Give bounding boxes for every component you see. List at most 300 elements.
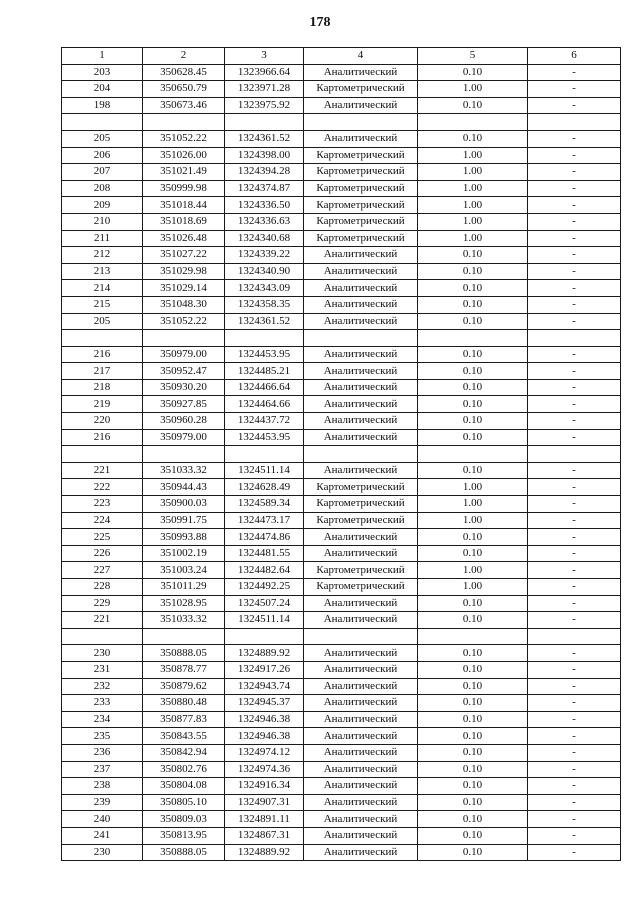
- x-coordinate-cell: 351026.48: [143, 230, 225, 247]
- table-row: [62, 479, 621, 496]
- empty-cell: [225, 446, 304, 463]
- point-number-cell: 210: [62, 213, 143, 230]
- point-number-cell: 214: [62, 280, 143, 297]
- method-cell: Картометрический: [304, 164, 418, 181]
- method-cell: Аналитический: [304, 678, 418, 695]
- x-coordinate-cell: 350979.00: [143, 346, 225, 363]
- point-number-cell: 240: [62, 811, 143, 828]
- note-cell: -: [528, 562, 621, 579]
- method-cell: Аналитический: [304, 346, 418, 363]
- accuracy-cell: 0.10: [418, 827, 528, 844]
- accuracy-cell: 0.10: [418, 413, 528, 430]
- y-coordinate-cell: 1324466.64: [225, 379, 304, 396]
- y-coordinate-cell: 1324907.31: [225, 794, 304, 811]
- note-cell: -: [528, 363, 621, 380]
- method-cell: Аналитический: [304, 761, 418, 778]
- method-cell: Аналитический: [304, 413, 418, 430]
- note-cell: -: [528, 496, 621, 513]
- note-cell: -: [528, 811, 621, 828]
- x-coordinate-cell: 351033.32: [143, 612, 225, 629]
- table-row: [62, 778, 621, 795]
- table-row: [62, 346, 621, 363]
- accuracy-cell: 1.00: [418, 81, 528, 98]
- table-row: [62, 462, 621, 479]
- x-coordinate-cell: 350650.79: [143, 81, 225, 98]
- empty-cell: [62, 628, 143, 645]
- table-row: [62, 396, 621, 413]
- x-coordinate-cell: 350878.77: [143, 661, 225, 678]
- table-row: [62, 147, 621, 164]
- table-row: [62, 595, 621, 612]
- table-row: [62, 197, 621, 214]
- empty-cell: [528, 114, 621, 131]
- accuracy-cell: 0.10: [418, 429, 528, 446]
- method-cell: Картометрический: [304, 230, 418, 247]
- y-coordinate-cell: 1323975.92: [225, 97, 304, 114]
- y-coordinate-cell: 1324511.14: [225, 612, 304, 629]
- accuracy-cell: 0.10: [418, 794, 528, 811]
- method-cell: Картометрический: [304, 180, 418, 197]
- y-coordinate-cell: 1324340.90: [225, 263, 304, 280]
- empty-cell: [304, 628, 418, 645]
- method-cell: Аналитический: [304, 396, 418, 413]
- accuracy-cell: 0.10: [418, 711, 528, 728]
- method-cell: Аналитический: [304, 462, 418, 479]
- table-row: [62, 496, 621, 513]
- empty-cell: [225, 330, 304, 347]
- x-coordinate-cell: 351027.22: [143, 247, 225, 264]
- note-cell: -: [528, 230, 621, 247]
- method-cell: Картометрический: [304, 197, 418, 214]
- note-cell: -: [528, 164, 621, 181]
- table-row: [62, 130, 621, 147]
- y-coordinate-cell: 1324394.28: [225, 164, 304, 181]
- table-row: [62, 313, 621, 330]
- method-cell: Аналитический: [304, 296, 418, 313]
- column-header-2: 2: [143, 48, 225, 65]
- table-row: [62, 64, 621, 81]
- x-coordinate-cell: 350628.45: [143, 64, 225, 81]
- note-cell: -: [528, 545, 621, 562]
- note-cell: -: [528, 612, 621, 629]
- empty-cell: [225, 628, 304, 645]
- x-coordinate-cell: 350960.28: [143, 413, 225, 430]
- point-number-cell: 207: [62, 164, 143, 181]
- note-cell: -: [528, 81, 621, 98]
- x-coordinate-cell: 350993.88: [143, 529, 225, 546]
- point-number-cell: 206: [62, 147, 143, 164]
- note-cell: -: [528, 147, 621, 164]
- note-cell: -: [528, 97, 621, 114]
- table-row: [62, 695, 621, 712]
- accuracy-cell: 0.10: [418, 695, 528, 712]
- note-cell: -: [528, 396, 621, 413]
- y-coordinate-cell: 1324482.64: [225, 562, 304, 579]
- x-coordinate-cell: 350842.94: [143, 744, 225, 761]
- method-cell: Аналитический: [304, 363, 418, 380]
- x-coordinate-cell: 351003.24: [143, 562, 225, 579]
- x-coordinate-cell: 350999.98: [143, 180, 225, 197]
- method-cell: Картометрический: [304, 512, 418, 529]
- point-number-cell: 209: [62, 197, 143, 214]
- table-row: [62, 794, 621, 811]
- point-number-cell: 224: [62, 512, 143, 529]
- note-cell: -: [528, 595, 621, 612]
- separator-row: [62, 446, 621, 463]
- empty-cell: [62, 446, 143, 463]
- empty-cell: [418, 446, 528, 463]
- accuracy-cell: 0.10: [418, 130, 528, 147]
- y-coordinate-cell: 1324361.52: [225, 130, 304, 147]
- table-row: [62, 562, 621, 579]
- x-coordinate-cell: 350805.10: [143, 794, 225, 811]
- y-coordinate-cell: 1324891.11: [225, 811, 304, 828]
- y-coordinate-cell: 1324343.09: [225, 280, 304, 297]
- empty-cell: [304, 330, 418, 347]
- y-coordinate-cell: 1324437.72: [225, 413, 304, 430]
- x-coordinate-cell: 351033.32: [143, 462, 225, 479]
- method-cell: Картометрический: [304, 213, 418, 230]
- page-number: 178: [309, 15, 331, 30]
- table-row: [62, 164, 621, 181]
- separator-row: [62, 114, 621, 131]
- point-number-cell: 228: [62, 579, 143, 596]
- method-cell: Аналитический: [304, 778, 418, 795]
- accuracy-cell: 0.10: [418, 346, 528, 363]
- accuracy-cell: 0.10: [418, 97, 528, 114]
- method-cell: Картометрический: [304, 147, 418, 164]
- point-number-cell: 238: [62, 778, 143, 795]
- y-coordinate-cell: 1324945.37: [225, 695, 304, 712]
- table-body: [62, 64, 621, 861]
- point-number-cell: 222: [62, 479, 143, 496]
- table-row: [62, 413, 621, 430]
- table-row: [62, 744, 621, 761]
- y-coordinate-cell: 1324474.86: [225, 529, 304, 546]
- accuracy-cell: 0.10: [418, 529, 528, 546]
- empty-cell: [62, 330, 143, 347]
- y-coordinate-cell: 1324889.92: [225, 645, 304, 662]
- empty-cell: [143, 628, 225, 645]
- table-row: [62, 429, 621, 446]
- point-number-cell: 198: [62, 97, 143, 114]
- table-row: [62, 645, 621, 662]
- accuracy-cell: 0.10: [418, 396, 528, 413]
- accuracy-cell: 0.10: [418, 545, 528, 562]
- table-row: [62, 811, 621, 828]
- x-coordinate-cell: 350843.55: [143, 728, 225, 745]
- empty-cell: [418, 330, 528, 347]
- empty-cell: [528, 628, 621, 645]
- accuracy-cell: 0.10: [418, 744, 528, 761]
- table-row: [62, 296, 621, 313]
- x-coordinate-cell: 351026.00: [143, 147, 225, 164]
- method-cell: Аналитический: [304, 827, 418, 844]
- note-cell: -: [528, 296, 621, 313]
- separator-row: [62, 330, 621, 347]
- note-cell: -: [528, 661, 621, 678]
- table-row: [62, 280, 621, 297]
- accuracy-cell: 0.10: [418, 612, 528, 629]
- note-cell: -: [528, 247, 621, 264]
- empty-cell: [528, 446, 621, 463]
- accuracy-cell: 1.00: [418, 230, 528, 247]
- x-coordinate-cell: 351002.19: [143, 545, 225, 562]
- accuracy-cell: 1.00: [418, 512, 528, 529]
- table-row: [62, 363, 621, 380]
- x-coordinate-cell: 350888.05: [143, 645, 225, 662]
- method-cell: Картометрический: [304, 562, 418, 579]
- y-coordinate-cell: 1324511.14: [225, 462, 304, 479]
- y-coordinate-cell: 1324946.38: [225, 728, 304, 745]
- y-coordinate-cell: 1324453.95: [225, 346, 304, 363]
- y-coordinate-cell: 1324492.25: [225, 579, 304, 596]
- accuracy-cell: 0.10: [418, 280, 528, 297]
- note-cell: -: [528, 827, 621, 844]
- note-cell: -: [528, 479, 621, 496]
- method-cell: Аналитический: [304, 263, 418, 280]
- note-cell: -: [528, 645, 621, 662]
- accuracy-cell: 1.00: [418, 562, 528, 579]
- x-coordinate-cell: 350900.03: [143, 496, 225, 513]
- note-cell: -: [528, 429, 621, 446]
- y-coordinate-cell: 1324889.92: [225, 844, 304, 861]
- method-cell: Аналитический: [304, 379, 418, 396]
- note-cell: -: [528, 512, 621, 529]
- note-cell: -: [528, 263, 621, 280]
- y-coordinate-cell: 1324917.26: [225, 661, 304, 678]
- accuracy-cell: 0.10: [418, 296, 528, 313]
- column-header-3: 3: [225, 48, 304, 65]
- accuracy-cell: 0.10: [418, 678, 528, 695]
- accuracy-cell: 0.10: [418, 728, 528, 745]
- column-header-1: 1: [62, 48, 143, 65]
- x-coordinate-cell: 351011.29: [143, 579, 225, 596]
- accuracy-cell: 0.10: [418, 247, 528, 264]
- method-cell: Аналитический: [304, 728, 418, 745]
- x-coordinate-cell: 350927.85: [143, 396, 225, 413]
- y-coordinate-cell: 1324398.00: [225, 147, 304, 164]
- note-cell: -: [528, 413, 621, 430]
- x-coordinate-cell: 350888.05: [143, 844, 225, 861]
- x-coordinate-cell: 351028.95: [143, 595, 225, 612]
- accuracy-cell: 1.00: [418, 180, 528, 197]
- table-row: [62, 761, 621, 778]
- point-number-cell: 205: [62, 130, 143, 147]
- y-coordinate-cell: 1323966.64: [225, 64, 304, 81]
- method-cell: Аналитический: [304, 130, 418, 147]
- point-number-cell: 241: [62, 827, 143, 844]
- point-number-cell: 211: [62, 230, 143, 247]
- method-cell: Аналитический: [304, 844, 418, 861]
- note-cell: -: [528, 529, 621, 546]
- x-coordinate-cell: 351021.49: [143, 164, 225, 181]
- table-row: [62, 728, 621, 745]
- accuracy-cell: 1.00: [418, 164, 528, 181]
- note-cell: -: [528, 379, 621, 396]
- x-coordinate-cell: 351018.44: [143, 197, 225, 214]
- separator-row: [62, 628, 621, 645]
- method-cell: Аналитический: [304, 744, 418, 761]
- column-header-5: 5: [418, 48, 528, 65]
- y-coordinate-cell: 1324340.68: [225, 230, 304, 247]
- point-number-cell: 213: [62, 263, 143, 280]
- accuracy-cell: 0.10: [418, 811, 528, 828]
- method-cell: Картометрический: [304, 496, 418, 513]
- y-coordinate-cell: 1324943.74: [225, 678, 304, 695]
- x-coordinate-cell: 351029.98: [143, 263, 225, 280]
- empty-cell: [143, 330, 225, 347]
- point-number-cell: 221: [62, 462, 143, 479]
- accuracy-cell: 0.10: [418, 64, 528, 81]
- method-cell: Аналитический: [304, 711, 418, 728]
- y-coordinate-cell: 1324336.50: [225, 197, 304, 214]
- empty-cell: [418, 628, 528, 645]
- point-number-cell: 233: [62, 695, 143, 712]
- point-number-cell: 216: [62, 346, 143, 363]
- y-coordinate-cell: 1324336.63: [225, 213, 304, 230]
- point-number-cell: 215: [62, 296, 143, 313]
- point-number-cell: 226: [62, 545, 143, 562]
- table-row: [62, 661, 621, 678]
- point-number-cell: 230: [62, 645, 143, 662]
- table-row: [62, 529, 621, 546]
- table-row: [62, 512, 621, 529]
- accuracy-cell: 1.00: [418, 147, 528, 164]
- point-number-cell: 229: [62, 595, 143, 612]
- method-cell: Аналитический: [304, 529, 418, 546]
- empty-cell: [304, 446, 418, 463]
- point-number-cell: 235: [62, 728, 143, 745]
- empty-cell: [225, 114, 304, 131]
- accuracy-cell: 1.00: [418, 496, 528, 513]
- y-coordinate-cell: 1324507.24: [225, 595, 304, 612]
- note-cell: -: [528, 744, 621, 761]
- y-coordinate-cell: 1323971.28: [225, 81, 304, 98]
- table-row: [62, 97, 621, 114]
- table-row: [62, 81, 621, 98]
- y-coordinate-cell: 1324464.66: [225, 396, 304, 413]
- x-coordinate-cell: 351018.69: [143, 213, 225, 230]
- note-cell: -: [528, 728, 621, 745]
- coordinates-table: [61, 47, 621, 861]
- note-cell: -: [528, 462, 621, 479]
- note-cell: -: [528, 579, 621, 596]
- note-cell: -: [528, 313, 621, 330]
- y-coordinate-cell: 1324916.34: [225, 778, 304, 795]
- point-number-cell: 204: [62, 81, 143, 98]
- note-cell: -: [528, 213, 621, 230]
- note-cell: -: [528, 130, 621, 147]
- x-coordinate-cell: 351048.30: [143, 296, 225, 313]
- empty-cell: [62, 114, 143, 131]
- method-cell: Аналитический: [304, 97, 418, 114]
- method-cell: Аналитический: [304, 811, 418, 828]
- x-coordinate-cell: 350877.83: [143, 711, 225, 728]
- table-row: [62, 230, 621, 247]
- method-cell: Аналитический: [304, 612, 418, 629]
- table-row: [62, 827, 621, 844]
- table-row: [62, 711, 621, 728]
- accuracy-cell: 0.10: [418, 263, 528, 280]
- x-coordinate-cell: 350991.75: [143, 512, 225, 529]
- point-number-cell: 232: [62, 678, 143, 695]
- note-cell: -: [528, 197, 621, 214]
- point-number-cell: 237: [62, 761, 143, 778]
- accuracy-cell: 1.00: [418, 579, 528, 596]
- accuracy-cell: 0.10: [418, 462, 528, 479]
- accuracy-cell: 0.10: [418, 313, 528, 330]
- x-coordinate-cell: 350879.62: [143, 678, 225, 695]
- y-coordinate-cell: 1324358.35: [225, 296, 304, 313]
- point-number-cell: 227: [62, 562, 143, 579]
- note-cell: -: [528, 180, 621, 197]
- note-cell: -: [528, 778, 621, 795]
- method-cell: Аналитический: [304, 429, 418, 446]
- method-cell: Аналитический: [304, 661, 418, 678]
- method-cell: Аналитический: [304, 794, 418, 811]
- table-row: [62, 263, 621, 280]
- accuracy-cell: 0.10: [418, 595, 528, 612]
- method-cell: Аналитический: [304, 313, 418, 330]
- y-coordinate-cell: 1324473.17: [225, 512, 304, 529]
- empty-cell: [143, 114, 225, 131]
- x-coordinate-cell: 350880.48: [143, 695, 225, 712]
- point-number-cell: 239: [62, 794, 143, 811]
- empty-cell: [528, 330, 621, 347]
- x-coordinate-cell: 350930.20: [143, 379, 225, 396]
- empty-cell: [304, 114, 418, 131]
- table-row: [62, 247, 621, 264]
- accuracy-cell: 0.10: [418, 379, 528, 396]
- point-number-cell: 205: [62, 313, 143, 330]
- method-cell: Аналитический: [304, 280, 418, 297]
- x-coordinate-cell: 350944.43: [143, 479, 225, 496]
- point-number-cell: 230: [62, 844, 143, 861]
- method-cell: Аналитический: [304, 64, 418, 81]
- y-coordinate-cell: 1324946.38: [225, 711, 304, 728]
- note-cell: -: [528, 711, 621, 728]
- method-cell: Аналитический: [304, 545, 418, 562]
- y-coordinate-cell: 1324589.34: [225, 496, 304, 513]
- point-number-cell: 212: [62, 247, 143, 264]
- table-row: [62, 579, 621, 596]
- table-header: [62, 48, 621, 65]
- note-cell: -: [528, 280, 621, 297]
- column-header-6: 6: [528, 48, 621, 65]
- point-number-cell: 221: [62, 612, 143, 629]
- y-coordinate-cell: 1324485.21: [225, 363, 304, 380]
- note-cell: -: [528, 794, 621, 811]
- point-number-cell: 218: [62, 379, 143, 396]
- y-coordinate-cell: 1324361.52: [225, 313, 304, 330]
- point-number-cell: 234: [62, 711, 143, 728]
- note-cell: -: [528, 346, 621, 363]
- note-cell: -: [528, 695, 621, 712]
- x-coordinate-cell: 350809.03: [143, 811, 225, 828]
- y-coordinate-cell: 1324974.12: [225, 744, 304, 761]
- accuracy-cell: 0.10: [418, 844, 528, 861]
- accuracy-cell: 0.10: [418, 661, 528, 678]
- method-cell: Аналитический: [304, 247, 418, 264]
- accuracy-cell: 0.10: [418, 778, 528, 795]
- table-row: [62, 612, 621, 629]
- point-number-cell: 231: [62, 661, 143, 678]
- x-coordinate-cell: 350673.46: [143, 97, 225, 114]
- y-coordinate-cell: 1324628.49: [225, 479, 304, 496]
- table-row: [62, 213, 621, 230]
- y-coordinate-cell: 1324867.31: [225, 827, 304, 844]
